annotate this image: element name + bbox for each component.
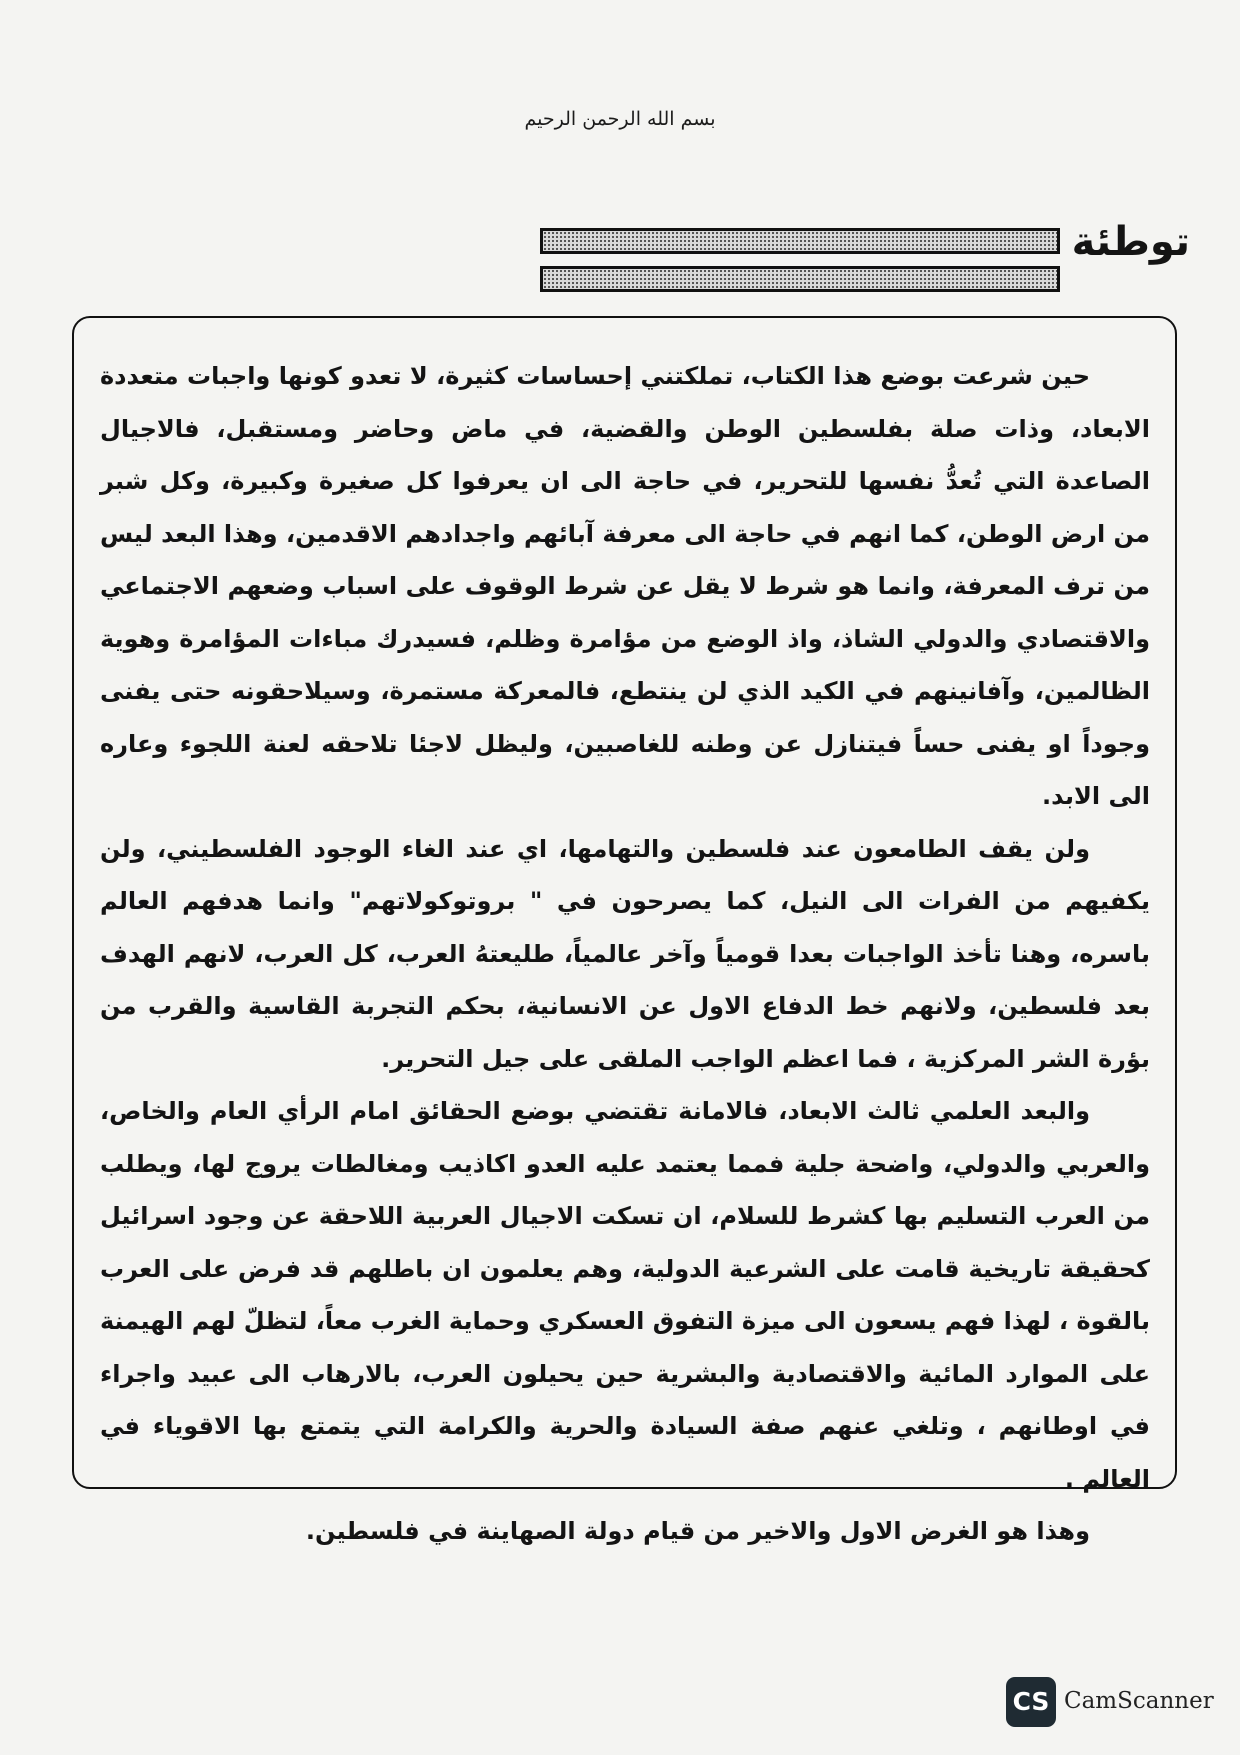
paragraph: ولن يقف الطامعون عند فلسطين والتهامها، اي عند الغاء الوجود الفلسطيني، ولن يكفيهم من الفرات الى النيل، كما يصرحون في " بروتوكولاتهم" وانما هدفهم العالم باسره، وهنا تأخذ الواجبات بعدا قومياً وآخر عالمياً، طليعتهُ العرب، كل العرب، لانهم الهدف بعد فلسطين، ولانهم خط الدفاع الاول عن الانسانية، بحكم التجربة القاسية والقرب من بؤرة الشر المركزية ، فما اعظم الواجب الملقى على جيل التحرير. [100,834,1150,1073]
title-banner [540,214,1190,294]
camscanner-logo-icon: CS [1006,1677,1056,1727]
decorative-pattern-bar-top [540,228,1060,254]
body-text [100,350,1150,1558]
paragraph: حين شرعت بوضع هذا الكتاب، تملكتني إحساسات كثيرة، لا تعدو كونها واجبات متعددة الابعاد، وذات صلة بفلسطين الوطن والقضية، في ماض وحاضر ومستقبل، فالاجيال الصاعدة التي تُعدُّ نفسها للتحرير، في حاجة الى ان يعرفوا كل صغيرة وكبيرة، وكل شبر من ارض الوطن، كما انهم في حاجة الى معرفة آبائهم واجدادهم الاقدمين، وهذا البعد ليس من ترف المعرفة، وانما هو شرط لا يقل عن شرط الوقوف على اسباب وضعهم الاجتماعي والاقتصادي والدولي الشاذ، واذ الوضع من مؤامرة وظلم، فسيدرك مباءات المؤامرة وهوية الظالمين، وآفانينهم في الكيد الذي لن ينتطع، فالمعركة مستمرة، وسيلاحقونه حتى يفنى وجوداً او يفنى حساً فيتنازل عن وطنه للغاصبين، وليظل لاجئا تلاحقه لعنة اللجوء وعاره الى الابد. [100,362,1150,810]
page-title: توطئة [1071,219,1190,265]
paragraph: وهذا هو الغرض الاول والاخير من قيام دولة الصهاينة في فلسطين. [305,1517,1090,1545]
paragraph: والبعد العلمي ثالث الابعاد، فالامانة تقتضي بوضع الحقائق امام الرأي العام والخاص، والعربي والدولي، واضحة جلية فمما يعتمد عليه العدو اكاذيب ومغالطات يروج لها، ويطلب من العرب التسليم بها كشرط للسلام، ان تسكت الاجيال العربية اللاحقة عن وجود اسرائيل كحقيقة تاريخية قامت على الشرعية الدولية، وهم يعلمون ان باطلهم قد فرض على العرب بالقوة ، لهذا فهم يسعون الى ميزة التفوق العسكري وحماية الغرب معاً، لتظلّ لهم الهيمنة على الموارد المائية والاقتصادية والبشرية حين يحيلون العرب، بالارهاب الى عبيد واجراء في اوطانهم ، وتلغي عنهم صفة السيادة والحرية والكرامة التي يتمتع بها الاقوياء في العالم . [100,1097,1150,1493]
decorative-pattern-bar-bottom [540,266,1060,292]
camscanner-watermark: CamScanner [1064,1688,1214,1714]
basmala: بسم الله الرحمن الرحيم [524,108,716,130]
